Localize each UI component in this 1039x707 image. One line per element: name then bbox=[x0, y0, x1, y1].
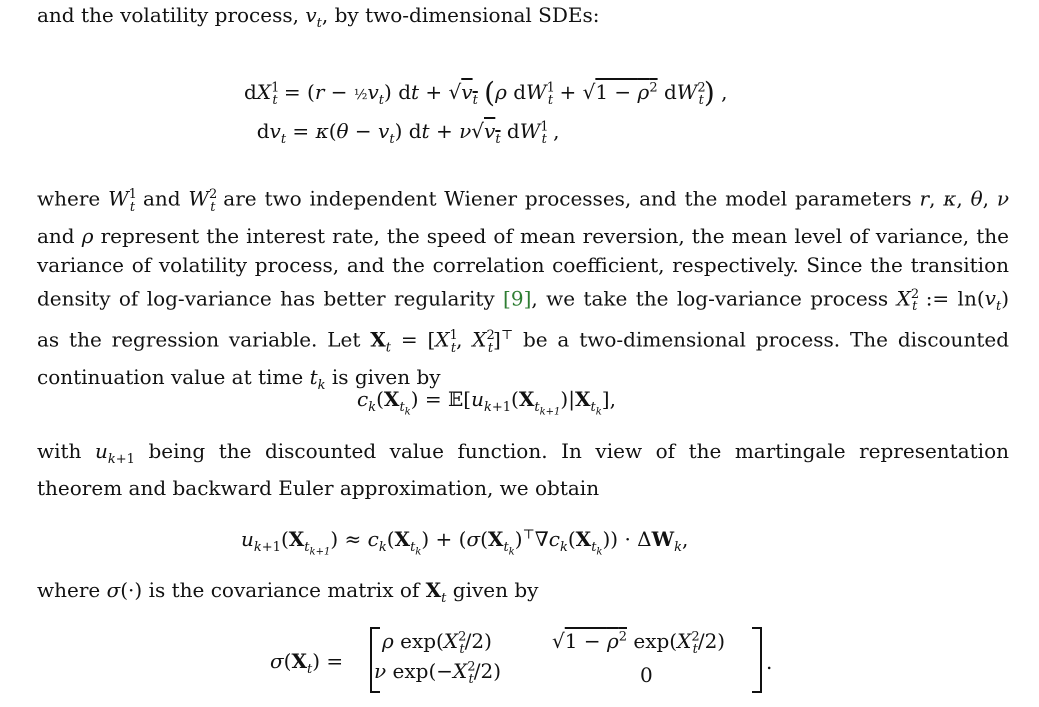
continuation-value-equation: $c_k(X_{t_k})$ = $𝔼[u_{k+1}(X_{t_{k+1}})|X_{t_k}]$, bbox=[357, 387, 616, 418]
paragraph-covariance: where σ(·) is the covariance matrix of $X_t$ given by bbox=[37, 578, 539, 606]
intro-line: and the volatility process, $v_t$, by two-dimensional SDEs: bbox=[37, 3, 600, 31]
sigma-row2-col2: 0 bbox=[640, 663, 653, 687]
paragraph-model-params: where $W^1_t$ and $W^2_t$ are two independent Wiener processes, and the model parameters r, κ, θ, ν and ρ represent the interest rate, the speed of mean reversion, the mean level of variance, the variance of volatility process, and the correlation coefficient, respectively. Since the transition density of log-variance has better regularity [9], we take the log-variance process $X^2_t$ := $\ln(v_t)$ as the regression variable. Let $X_t = [X^1_t$, $X^2_t]^⊤$ be a two-dimensional process. The discounted continuation value at time $t_k$ is given by bbox=[37, 186, 1009, 393]
paragraph-martingale: with $u_{k+1}$ being the discounted value function. In view of the martingale representation theorem and backward Euler approximation, we obtain bbox=[37, 439, 1009, 500]
sigma-row1-col1: ρ $\exp(X^2_t/2)$ bbox=[382, 629, 492, 657]
sde-v-equation: $dv_t = \kappa(\theta - v_t)$ dt + $\nu√v_t$ $dW^1_t$ , bbox=[244, 119, 560, 147]
sigma-row1-col2: $√1 - \rho^2$ $\exp(X^2_t/2)$ bbox=[552, 629, 726, 657]
sigma-lhs: $\sigma(X_t)$ = bbox=[270, 649, 344, 677]
sigma-row2-col1: ν $\exp(-X^2_t/2)$ bbox=[374, 659, 502, 687]
euler-equation: $u_{k+1}(X_{t_{k+1}}) \approx c_k(X_{t_k}) + (\sigma(X_{t_k})^⊤\nabla c_k(X_{t_k})) \cdot \Delta W_k$, bbox=[241, 527, 689, 558]
sigma-end-period: . bbox=[766, 650, 773, 674]
matrix-right-bracket bbox=[752, 627, 762, 693]
sde-x-equation: $dX^1_t = (r$ − $\frac{1}{2}v_t$) dt + $√v_t$ (ρ $dW^1_t + √1 - \rho^2$ $dW^2_t$) , bbox=[244, 76, 728, 109]
citation-link[interactable]: [9] bbox=[503, 286, 532, 311]
